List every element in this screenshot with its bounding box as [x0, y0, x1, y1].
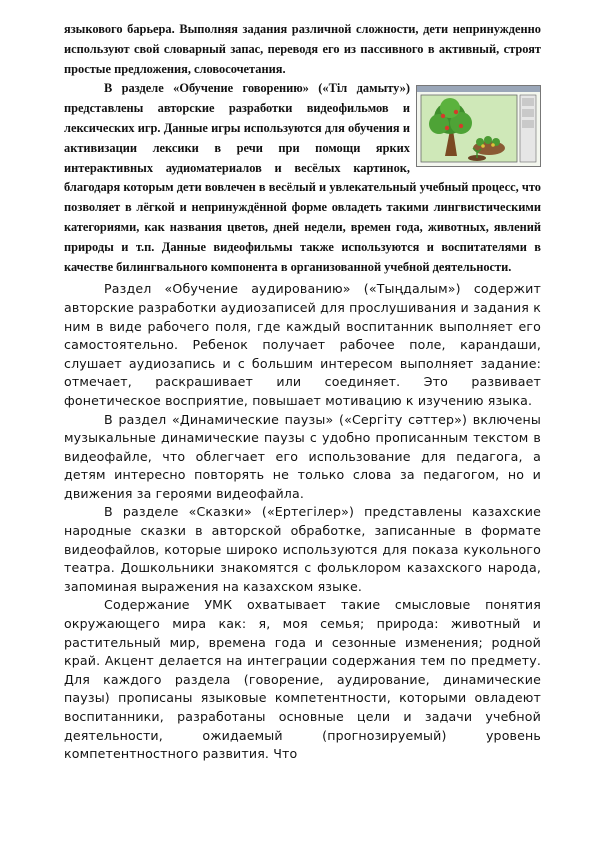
- document-page: [64, 20, 541, 764]
- paragraph-language-barrier: языкового барьера. Выполняя задания различной сложности, дети непринужденно используют свой словарный запас, переводя его из пассивного в активный, строят простые предложения, словосочетания.: [64, 22, 541, 76]
- paragraph-listening-section: Раздел «Обучение аудированию» («Тыңдалым») содержит авторские разработки аудиозаписей для прослушивания и задания к ним в виде рабочего поля, где каждый воспитанник выполняет его самостоятельно. Ребенок получает рабочее поле, карандаши, слушает аудиозапись и с большим интересом выполняет задание: отмечает, раскрашивает или соединяет. Это развивает фонетическое восприятие, повышает мотивацию к изучению языка.: [64, 281, 541, 408]
- paragraph-speaking-section: В разделе «Обучение говорению» («Тіл дамыту») представлены авторские разработки видеофильмов и лексических игр. Данные игры используются для обучения и активизации лексики в речи при помощи ярких интерактивных аудиоматериалов и весёлых картинок, благодаря которым дети вовлечен в весёлый и увлекательный учебный процесс, что позволяет в лёгкой и непринуждённой форме овладеть такими лингвистическими категориями, как названия цветов, дней недели, времен года, животных, явлений природы и т.п. Данные видеофильмы также используются и воспитателями в качестве билингвального компонента в организованной учебной деятельности.: [64, 81, 541, 274]
- tree-picture-icon: [417, 86, 540, 166]
- paragraph-fairy-tales-section: В разделе «Сказки» («Ертегілер») представлены казахские народные сказки в авторской обработке, записанные в формате видеофайлов, которые широко используются для показа кукольного театра. Дошкольники знакомятся с фольклором казахского народа, запоминая выражения на казахском языке.: [64, 504, 541, 594]
- video-screenshot-image: [416, 85, 541, 167]
- paragraph-content-overview: Содержание УМК охватывает такие смысловые понятия окружающего мира как: я, моя семья; природа: животный и растительный мир, времена года и сезонные изменения; родной край. Акцент делается на интеграции содержания тем по предмету. Для каждого раздела (говорение, аудирование, динамические паузы) прописаны языковые компетентности, которыми овладеют воспитанники, разработаны основные цели и задачи учебной деятельности, ожидаемый (прогнозируемый) уровень компетентностного развития. Что: [64, 597, 541, 762]
- paragraph-dynamic-pauses-section: В раздел «Динамические паузы» («Сергіту сәттер») включены музыкальные динамические паузы с удобно прописанным текстом в видеофайле, что облегчает его использование для педагога, а детям интересно повторять не только слова за педагогом, но и движения за героями видеофайла.: [64, 411, 541, 501]
